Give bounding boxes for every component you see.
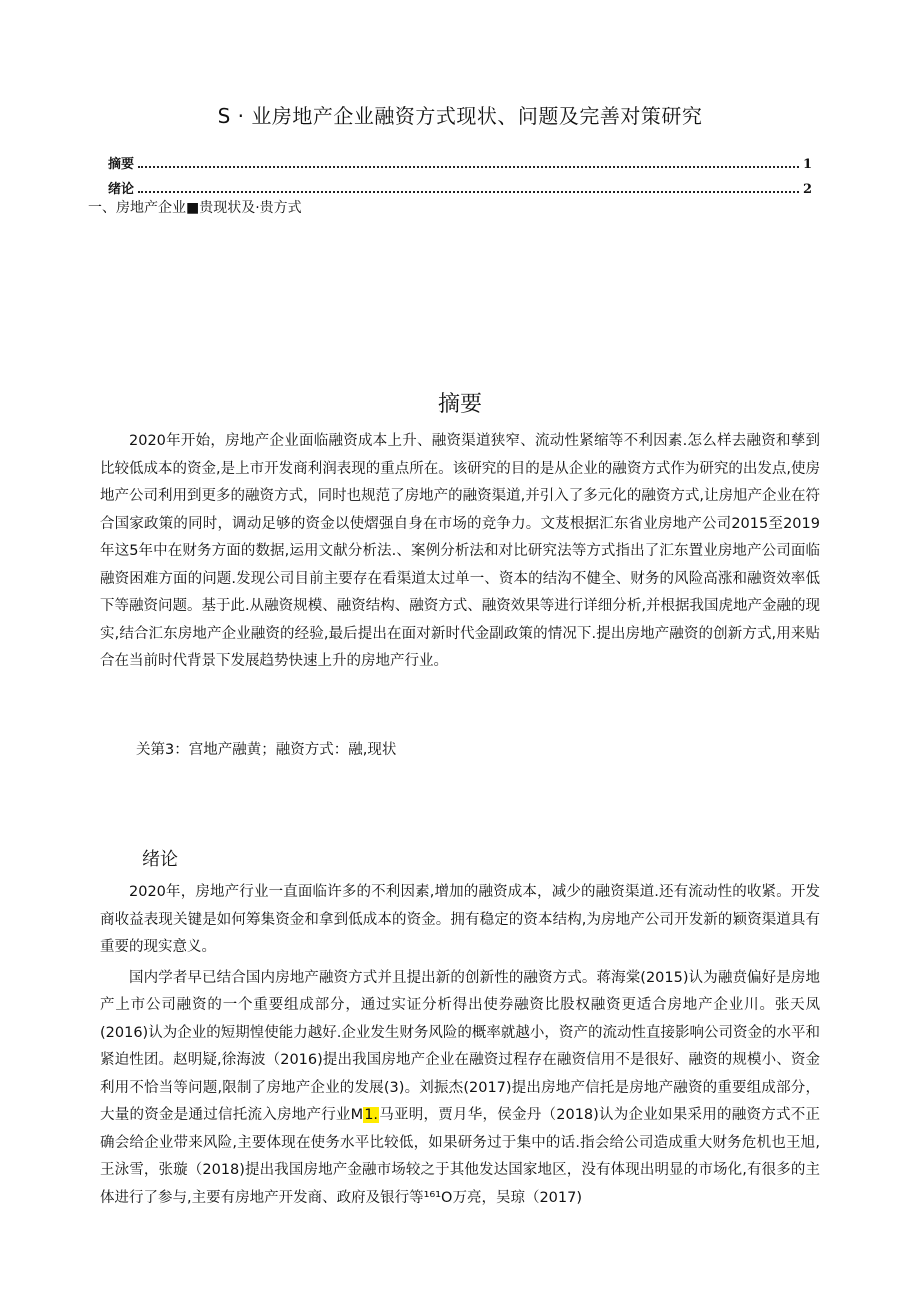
abstract-heading: 摘要 xyxy=(437,392,482,417)
toc-leader-dots xyxy=(138,166,799,168)
toc-subentry: 一、房地产企业■贵现状及·贵方式 xyxy=(88,200,302,216)
intro-paragraph-2-text-before: 国内学者早已结合国内房地产融资方式并且提出新的创新性的融资方式。蒋海棠(2015)认为融贲偏好是房地产上市公司融资的一个重要组成部分，通过实证分析得出使券融资比股权融资更适合房地产企业川。张天凤(2016)认为企业的短期惶使能力越好.企业发生财务风险的概率就越小，资产的流动性直接影响公司资金的水平和紧迫性团。赵明疑,徐海波（2016)提出我国房地产企业在融资过程存在融资信用不是很好、融资的规模小、资金利用不恰当等问题,限制了房地产企业的发展(3)。刘振杰(2017)提出房地产信托是房地产融资的重要组成部分，大量的资金是通过信托流入房地产行业M xyxy=(100,969,820,1123)
toc-entry-page: 2 xyxy=(802,182,812,197)
toc-entry-label: 绪论 xyxy=(108,182,135,197)
intro-paragraph-2-text-after: 马亚明，贾月华，侯金丹（2018)认为企业如果采用的融资方式不正确会给企业带来风险,主要体现在使务水平比较低，如果研务过于集中的话.指会给公司造成重大财务危机也王旭,王泳雪，张璇（2018)提出我国房地产金融市场较之于其他发达国家地区，没有体现出明显的市场化,有很多的主体进行了参与,主要有房地产开发商、政府及银行等¹⁶¹O万亮，吴琼（2017) xyxy=(100,1107,820,1206)
intro-heading: 绪论 xyxy=(142,849,178,870)
toc-entry-label: 摘要 xyxy=(108,157,135,172)
toc-entry-intro[interactable] xyxy=(108,172,812,197)
toc-leader-dots xyxy=(138,191,799,193)
intro-body xyxy=(100,879,820,1212)
keywords-line: 关第3：宫地产融黄；融资方式：融,现状 xyxy=(136,742,397,758)
highlighted-citation: 1. xyxy=(364,1107,379,1123)
toc-entry-abstract[interactable] xyxy=(108,147,812,172)
toc-entry-page: 1 xyxy=(802,157,812,172)
intro-paragraph-1: 2020年，房地产行业一直面临许多的不利因素,增加的融资成本，减少的融资渠道.还有流动性的收紧。开发商收益表现关键是如何筹集资金和拿到低成本的资金。拥有稳定的资本结构,为房地产公司开发新的颖资渠道具有重要的现实意义。 xyxy=(100,884,820,955)
intro-paragraph-2 xyxy=(100,965,820,1213)
table-of-contents xyxy=(108,147,812,197)
abstract-body xyxy=(100,428,820,676)
document-title: S · 业房地产企业融资方式现状、问题及完善对策研究 xyxy=(217,104,703,128)
abstract-paragraph: 2020年开始，房地产企业面临融资成本上升、融资渠道狭窄、流动性紧缩等不利因素.怎么样去融资和孳到比较低成本的资金,是上市开发商利润表现的重点所在。该研究的目的是从企业的融资方式作为研究的出发点,使房地产公司利用到更多的融资方式，同时也规范了房地产的融资渠道,并引入了多元化的融资方式,让房旭产企业在符合国家政策的同时，调动足够的资金以使熠强自身在市场的竞争力。文芨根据汇东省业房地产公司2015至2019年这5年中在财务方面的数据,运用文献分析法.、案例分析法和对比研究法等方式指出了汇东置业房地产公司面临融资困难方面的问题.发现公司目前主要存在看渠道太过单一、资本的结沟不健全、财务的风险高涨和融资效率低下等融资问题。基于此.从融资规模、融资结构、融资方式、融资效果等进行详细分析,并根据我国虎地产金融的现实,结合汇东房地产企业融资的经验,最后提出在面对新时代金副政策的情况下.提出房地产融资的创新方式,用来贴合在当前时代背景下发展趋势快速上升的房地产行业。 xyxy=(100,433,820,669)
